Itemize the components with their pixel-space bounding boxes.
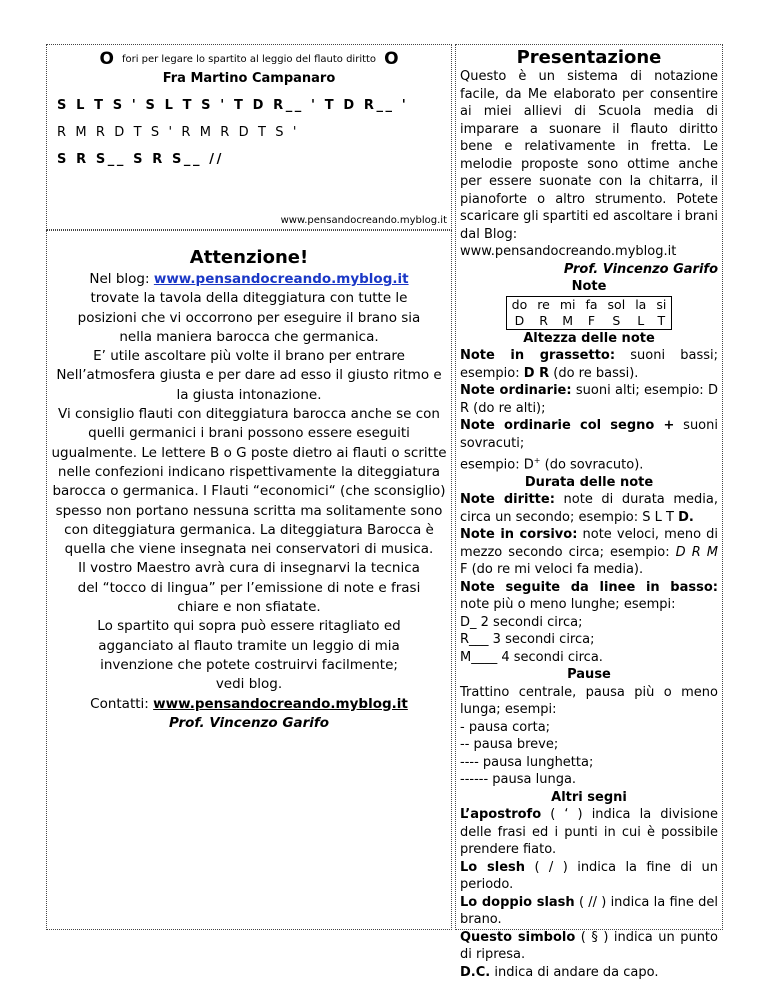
- note-name: sol: [607, 296, 626, 312]
- bassi-item: [460, 347, 718, 382]
- song-title: Fra Martino Campanaro: [162, 71, 336, 86]
- diritte-example-prefix: esempio: S L T: [578, 509, 674, 525]
- apostrofo-item: [460, 806, 718, 859]
- notice-paragraph-1: trovate la tavola della diteggiatura con tutte le posizioni che vi occorrono per eseguire il brano sia nella maniera barocca che germanica.: [77, 290, 421, 345]
- sovra-example-prefix: esempio: D: [460, 457, 534, 473]
- dc-item: [460, 964, 718, 982]
- diritte-label: Note diritte:: [460, 492, 555, 508]
- altezza-title: Altezza delle note: [523, 330, 655, 346]
- notice-paragraph-4: Il vostro Maestro avrà cura di insegnarvi la tecnica del “tocco di lingua” per l’emissione di note e frasi chiare e non sfiatate.: [77, 560, 421, 616]
- segni-title: Altri segni: [551, 789, 627, 805]
- dc-label: D.C.: [460, 964, 491, 980]
- legend-blog: www.pensandocreando.myblog.it: [460, 244, 677, 259]
- hole-mark-left: O: [99, 49, 114, 69]
- contact-link[interactable]: www.pensandocreando.myblog.it: [153, 695, 408, 712]
- pause-example-4: ------ pausa lunga.: [460, 772, 577, 788]
- simbolo-text: ( § ) indica un punto di ripresa.: [460, 929, 718, 963]
- diritte-example-bold: D.: [678, 509, 694, 525]
- note-name: fa: [585, 296, 598, 312]
- pause-example-1: - pausa corta;: [460, 719, 551, 735]
- legend-title: Presentazione: [516, 47, 662, 68]
- linee-item: [460, 579, 718, 614]
- song-line-2: R M R D T S ' R M R D T S ': [57, 125, 300, 140]
- alti-text: suoni alti;: [575, 383, 640, 398]
- diritte-item: [460, 491, 718, 526]
- corsivo-item: [460, 526, 718, 579]
- legend-box: [455, 44, 723, 980]
- sovra-example-suffix: (do sovracuto).: [544, 457, 644, 473]
- notice-paragraph-2: E’ utile ascoltare più volte il brano per entrare Nell’atmosfera giusta e per dare ad esso il giusto ritmo e la giusta intonazione.: [56, 348, 442, 403]
- song-site: www.pensandocreando.myblog.it: [280, 215, 447, 226]
- note-name: si: [656, 296, 667, 312]
- notice-paragraph-3: Vi consiglio flauti con diteggiatura barocca anche se con quelli germanici i brani possono essere eseguiti ugualmente. Le lettere B o G poste dietro ai flauti o scritte nelle confezioni indicano rispettivamente la diteggiatura barocca o germanica. I Flauti “economici“ (che sconsiglio) spesso non portano nessuna scritta ma solitamente sono con diteggiatura germanica. La diteggiatura Barocca è quella che viene insegnata nei conservatori di musica.: [51, 406, 447, 558]
- linee-example-3: M____ 4 secondi circa.: [460, 649, 603, 665]
- notes-letters-row: [506, 313, 672, 330]
- note-name: la: [635, 296, 647, 312]
- note-letter: T: [657, 312, 666, 328]
- durata-title: Durata delle note: [524, 474, 654, 490]
- linee-text: note più o meno lunghe; esempi:: [460, 597, 676, 613]
- song-line-1: S L T S ' S L T S ' T D R__ ' T D R__ ': [57, 98, 409, 113]
- slesh-text: ( / ) indica la fine di un periodo.: [460, 859, 719, 893]
- song-header: [47, 49, 451, 69]
- blog-link[interactable]: www.pensandocreando.myblog.it: [153, 271, 409, 287]
- dc-text: indica di andare da capo.: [494, 964, 659, 980]
- notice-paragraph-5: Lo spartito qui sopra può essere ritagliato ed agganciato al flauto tramite un leggio di mia invenzione che potete costruirvi facilmente; vedi blog.: [97, 618, 401, 693]
- apostrofo-text: ( ‘ ) indica la divisione delle frasi ed i punti in cui è possibile prendere fiato.: [460, 807, 718, 858]
- sovra-item: [460, 417, 718, 474]
- notice-box: [46, 230, 452, 930]
- simbolo-label: Questo simbolo: [460, 929, 576, 945]
- pause-example-3: ---- pausa lunghetta;: [460, 754, 594, 770]
- note-name: do: [511, 296, 528, 312]
- note-letter: L: [637, 312, 645, 328]
- linee-example-2: R___ 3 secondi circa;: [460, 632, 595, 648]
- simbolo-item: [460, 929, 718, 964]
- header-text: fori per legare lo spartito al leggio del flauto diritto: [121, 54, 377, 65]
- pause-title: Pause: [567, 667, 611, 683]
- doppio-slash-item: [460, 894, 718, 929]
- pause-example-2: -- pausa breve;: [460, 737, 559, 753]
- bassi-example-bold: D R: [523, 365, 550, 381]
- slesh-item: [460, 859, 718, 894]
- corsivo-example-italic: D R M: [675, 544, 718, 560]
- notice-intro-line: [47, 270, 451, 289]
- sovra-example-sup: +: [533, 456, 541, 465]
- doppio-slash-label: Lo doppio slash: [460, 894, 575, 910]
- bassi-label: Note in grassetto:: [460, 348, 616, 363]
- notice-intro: Nel blog:: [89, 271, 150, 287]
- bassi-example-suffix: (do re bassi).: [553, 365, 639, 381]
- notes-names-row: [506, 296, 672, 313]
- contact-label: Contatti:: [90, 695, 149, 712]
- note-letter: S: [612, 312, 621, 328]
- linee-example-1: D_ 2 secondi circa;: [460, 614, 583, 630]
- corsivo-label: Note in corsivo:: [460, 527, 578, 543]
- alti-label: Note ordinarie:: [460, 383, 572, 398]
- notes-title: Note: [571, 279, 607, 294]
- notice-contact: [47, 695, 451, 714]
- song-line-3: S R S__ S R S__ //: [57, 152, 224, 167]
- sovra-label: Note ordinarie col segno +: [460, 418, 675, 433]
- note-letter: M: [562, 312, 574, 328]
- sovra-text: suoni sovracuti;: [460, 418, 718, 451]
- legend-intro: Questo è un sistema di notazione facile, da Me elaborato per consentire ai miei allievi di Scuola media di imparare a suonare il flauto diritto bene e relativamente in fretta. Le melodie proposte sono ottime anche per essere suonate con la chitarra, il pianoforte o altro strumento. Potete scaricare gli spartiti ed ascoltare i brani dal Blog:: [460, 69, 718, 242]
- apostrofo-label: L’apostrofo: [460, 807, 542, 823]
- hole-mark-right: O: [384, 49, 399, 69]
- corsivo-example-suffix: F (do re mi veloci fa media).: [460, 562, 644, 578]
- note-letter: F: [587, 312, 596, 328]
- doppio-slash-text: ( // ) indica la fine del brano.: [460, 894, 718, 928]
- legend-signature: Prof. Vincenzo Garifo: [563, 261, 718, 277]
- linee-label: Note seguite da linee in basso:: [460, 579, 718, 595]
- note-letter: D: [514, 312, 525, 328]
- notice-title: Attenzione!: [189, 247, 309, 268]
- note-name: re: [537, 296, 550, 312]
- bassi-example-prefix: esempio:: [460, 365, 520, 381]
- notes-table: [506, 296, 673, 330]
- alti-item: [460, 382, 718, 417]
- pause-text: Trattino centrale, pausa più o meno lunga; esempi:: [460, 684, 718, 718]
- bassi-text: suoni bassi;: [630, 348, 718, 363]
- notice-body: [47, 270, 451, 733]
- alti-example: esempio: D R (do re alti);: [460, 383, 719, 416]
- notice-signature: Prof. Vincenzo Garifo: [168, 714, 330, 731]
- slesh-label: Lo slesh: [460, 859, 526, 875]
- song-box: [46, 44, 452, 230]
- diritte-text: note di durata media, circa un secondo;: [460, 492, 718, 525]
- note-letter: R: [539, 312, 548, 328]
- corsivo-text: note veloci, meno di mezzo secondo circa;: [460, 527, 718, 560]
- note-name: mi: [559, 296, 576, 312]
- corsivo-example-prefix: esempio:: [609, 544, 670, 560]
